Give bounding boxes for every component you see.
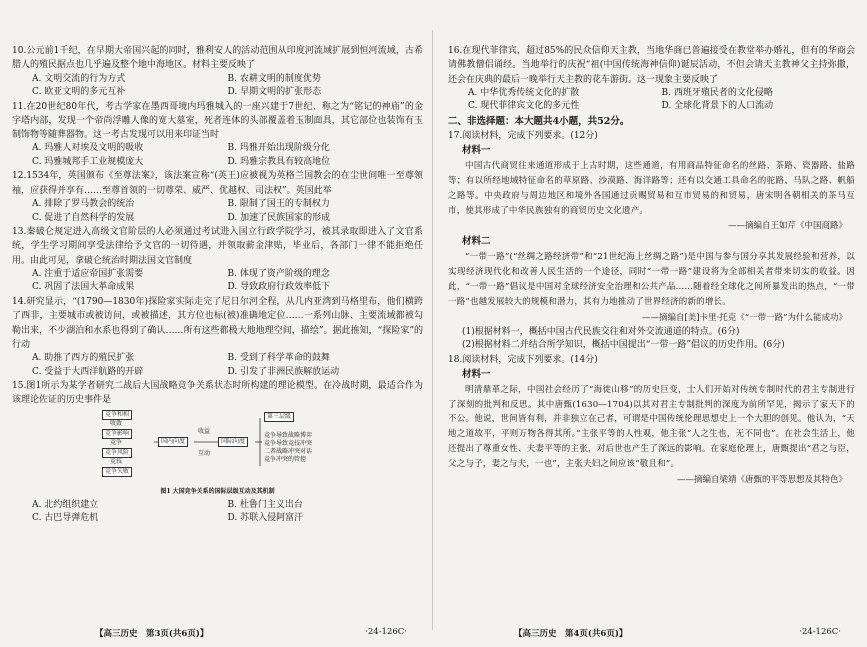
question-11-options (12, 142, 423, 169)
option-c: C. 欧亚文明的多元互补 (32, 87, 126, 98)
left-page (0, 0, 433, 647)
question-16: 16.在现代菲律宾，超过85%的民众信仰天主教，当地华商已普遍接受在教堂举办婚礼，但有的华商会请佛教僧侣诵经。当地举行的庆祝“祖(中国传统海神信仰)诞辰活动，不但会请天主教神父主持弥撒，还会在庆典的最后一晚举行天主教的花车游街。这一现象主要反映了 (448, 46, 855, 85)
diagram-box-4: 竞争失败 (102, 467, 132, 477)
question-15-options (12, 499, 423, 526)
question-18: 18.阅读材料，完成下列要求。(14分) (448, 354, 598, 365)
page-number-label: 【高三历史 第3页(共6页)】 (95, 629, 209, 639)
question-12-options (12, 198, 423, 225)
page-footer (0, 627, 433, 641)
option-a: A. 玛雅人对埃及文明的吸收 (32, 143, 144, 154)
diagram-right-head: 第三层级 (264, 412, 294, 422)
diagram-mid-label-1: 收益 (198, 427, 211, 435)
diagram-right-item: 竞争导致战略博弈 (264, 431, 313, 439)
question-13: 13.秦破仑规定进入高级文官阶层的人必须通过考试进入国立行政学院学习，被其录取即进入了文官系统，学生学习期间享受法律给予文官的一切待遇，并领取薪金津贴，毕业后，各部门一律不能拒绝任用。由此可见，拿破仑统治时期法国文官制度 (12, 227, 423, 266)
material-heading: 材料一 (462, 145, 491, 157)
section-heading: 二、非选择题：本大题共4小题，共52分。 (448, 115, 630, 127)
option-b: B. 西班牙殖民者的文化侵略 (661, 87, 773, 98)
material-source: ——摘编自王如芹《中国商路》 (727, 221, 847, 232)
question-16-options (448, 87, 855, 114)
option-a: A. 注重于适应帝国扩张需要 (32, 268, 144, 279)
diagram-arrow-label-2: 竞争 (110, 438, 123, 446)
material-heading: 材料一 (462, 368, 491, 380)
diagram-box-3: 竞争风险 (102, 448, 132, 458)
diagram-connectors (94, 410, 314, 486)
question-10-options (12, 73, 423, 100)
option-d: D. 玛雅宗教具有较高地位 (227, 156, 331, 167)
option-a: A. 中华优秀传统文化的扩散 (468, 87, 580, 98)
diagram-right-item: 竞争导致竞技冲突 (264, 439, 313, 447)
option-b: B. 受到了科学革命的鼓舞 (227, 353, 330, 364)
question-14-options (12, 352, 423, 379)
option-b: B. 农耕文明的制度优势 (227, 73, 321, 84)
question-11: 11.在20世纪80年代，考古学家在墨西哥境内玛雅城入的一座兴建于7世纪、称之为“铭记的神庙”的金字塔内部，发现一个帝尚浮雕人像的宽大墓室，死者连体的头部覆盖着玉制面具，其它部位也装饰有玉制饰物等随葬器物。这一考古发现可以用来印证当时 (12, 101, 423, 141)
option-d: D. 引发了非洲民族解放运动 (227, 366, 340, 377)
diagram-mid-box-domestic: 国内向度 (158, 437, 188, 447)
diagram-mid-box-international: 国际向度 (218, 437, 248, 447)
diagram-caption: 图1 大国竞争关系的国际层级互动及其机制 (160, 487, 275, 495)
option-c: C. 受益于大西洋航路的开辟 (32, 366, 144, 377)
exam-code: ·24-126C· (799, 627, 841, 637)
question-14: 14.研究显示，“(1790—1830年)探险家实际走完了尼日尔河全程，从几内亚湾到马格里布，他们横跨了西非，主要城市或被访问，或被描述，其方位也标(被)准确地定位……一系列山脉、主要流域都被勾勒出来，不少湖泊和水系也得到了确认……所有这些都极大地地理空间，描绘”。据此推知，“探险家”的行动 (12, 296, 423, 350)
question-17: 17.阅读材料，完成下列要求。(12分) (448, 130, 598, 141)
question-15: 15.图1所示为某学者研究二战后大国战略竞争关系状态时所构建的理论模型。在冷战时期，最适合作为该理论佐证的历史事件是 (12, 381, 423, 406)
diagram-mid-label-2: 互动 (198, 449, 211, 457)
option-c: C. 现代菲律宾文化的多元性 (468, 101, 580, 112)
option-a: A. 北约组织建立 (32, 499, 99, 510)
option-b: B. 限制了国王的专制权力 (227, 199, 330, 210)
option-c: C. 巩固了法国大革命成果 (32, 282, 135, 293)
material-text: 中国古代商贸往来通道形成于上古时期，这些通道，有用商品特征命名的丝路、茶路、瓷器路、盐路等；有以所经地域特征命名的草原路、沙漠路、海洋路等；还有以交通工具命名的驼路、马队之路、帆船之路等。中央政府与周边地区和境外各国通过贡赐贸易和互市贸易的和贸易，唐宋明各朝相关的茶马互市，使其形成了中华民族独有的商贸历史文化遗产。 (448, 161, 855, 216)
material-text: 明清鼎革之际，中国社会经历了“海徙山移”的历史巨变，士人们开始对传统专制时代的君主专制进行了深刻的批判和反思。其中唐甄(1630—1704)以其对君主专制批判的深度为前所罕见，揭示了家天下的不公。他说，世间皆有利，并非独立在己者，可谓是中国传统伦理思想史上一个大胆的创见。他认为，“天地之道故平，平则万物各得其所。”主张平等的人性观，他主张“人之生也，无不同也”。在社会生活上，他还提出了尊重女性、夫妻平等的主张，对后世也产生了深远的影响。在家庭伦理上，唐甄提出“君之与臣，父之与子，妻之与夫，一也”，主张夫妇之间应该“敬且和”。 (448, 384, 855, 469)
right-page (434, 0, 867, 647)
option-d: D. 苏联入侵阿富汗 (227, 513, 304, 524)
option-d: D. 加速了民族国家的形成 (227, 212, 331, 223)
question-13-options (12, 268, 423, 295)
option-a: A. 排除了罗马教会的统治 (32, 199, 135, 210)
option-c: C. 促进了自然科学的发展 (32, 212, 135, 223)
theory-model-diagram (94, 410, 314, 486)
diagram-right-item: 二者战略冲突对话 (264, 447, 313, 455)
option-d: D. 导致政府行政效率低下 (227, 282, 331, 293)
page-divider (432, 30, 433, 630)
diagram-box-2: 竞争影响 (102, 429, 132, 439)
material-source: ——摘编自梁靖《唐甄的平等思想及其特色》 (676, 474, 847, 485)
material-heading: 材料二 (462, 236, 491, 248)
option-c: C. 古巴导弹危机 (32, 513, 99, 524)
option-a: A. 助推了西方的殖民扩张 (32, 353, 135, 364)
page-footer (434, 627, 867, 641)
diagram-right-item: 竞争冲突的管控 (264, 455, 307, 463)
diagram-box-1: 竞争和相 (102, 410, 132, 420)
option-c: C. 玛雅城邦手工业规模庞大 (32, 156, 144, 167)
question-10: 10.公元前1千纪，在早期大帝国兴起的同时，雅利安人的活动范围从印度河流域扩展到恒河流域，古希腊人的殖民据点也几乎遍及整个地中海地区。材料主要反映了 (12, 46, 423, 71)
subquestion: (2)根据材料二并结合所学知识，概括中国提出“一带一路”倡议的历史作用。(6分) (462, 340, 785, 351)
material-text: “一带一路”(“丝绸之路经济带”和“21世纪海上丝绸之路”)是中国与参与国分享其发展经验和营养，以实现经济现代化和改善人民生活的一个途径，同时“一带一路”建设将为全部相关者带来切实的收益。因此，“一带一路”倡议是中国对全球经济安全治理和公共产品……随着经全球化之间所暴发出的热点，“一带一路”也越发展较大的规模和潜力，其有力地推动了世界经济的新的增长。 (448, 252, 855, 307)
option-d: D. 全球化背景下的人口流动 (661, 101, 774, 112)
material-source: ——摘编自[美]卡里·托克《“一带一路”为什么能成功》 (641, 312, 847, 323)
option-d: D. 早期文明的扩张形态 (227, 87, 322, 98)
option-b: B. 杜鲁门主义出台 (227, 499, 303, 510)
diagram-arrow-label-3: 竞技 (110, 457, 123, 465)
diagram-arrow-label-1: 收敛 (110, 419, 123, 427)
option-a: A. 文明交流的行为方式 (32, 73, 126, 84)
option-b: B. 玛雅开始出现阶级分化 (227, 143, 330, 154)
option-b: B. 体现了资产阶级的理念 (227, 268, 330, 279)
exam-code: ·24-126C· (365, 627, 407, 637)
question-12: 12.1534年，英国颁布《至尊法案》，该法案宣称“(英王)应被视为英格兰国教会的在尘世间唯一至尊领袖，应获得并享有……至尊首领的一切尊荣、威严、优越权、司法权”。英国此举 (12, 171, 423, 196)
page-number-label: 【高三历史 第4页(共6页)】 (514, 629, 628, 639)
subquestion: (1)根据材料一，概括中国古代民族交往和对外交流通道的特点。(6分) (462, 326, 740, 337)
